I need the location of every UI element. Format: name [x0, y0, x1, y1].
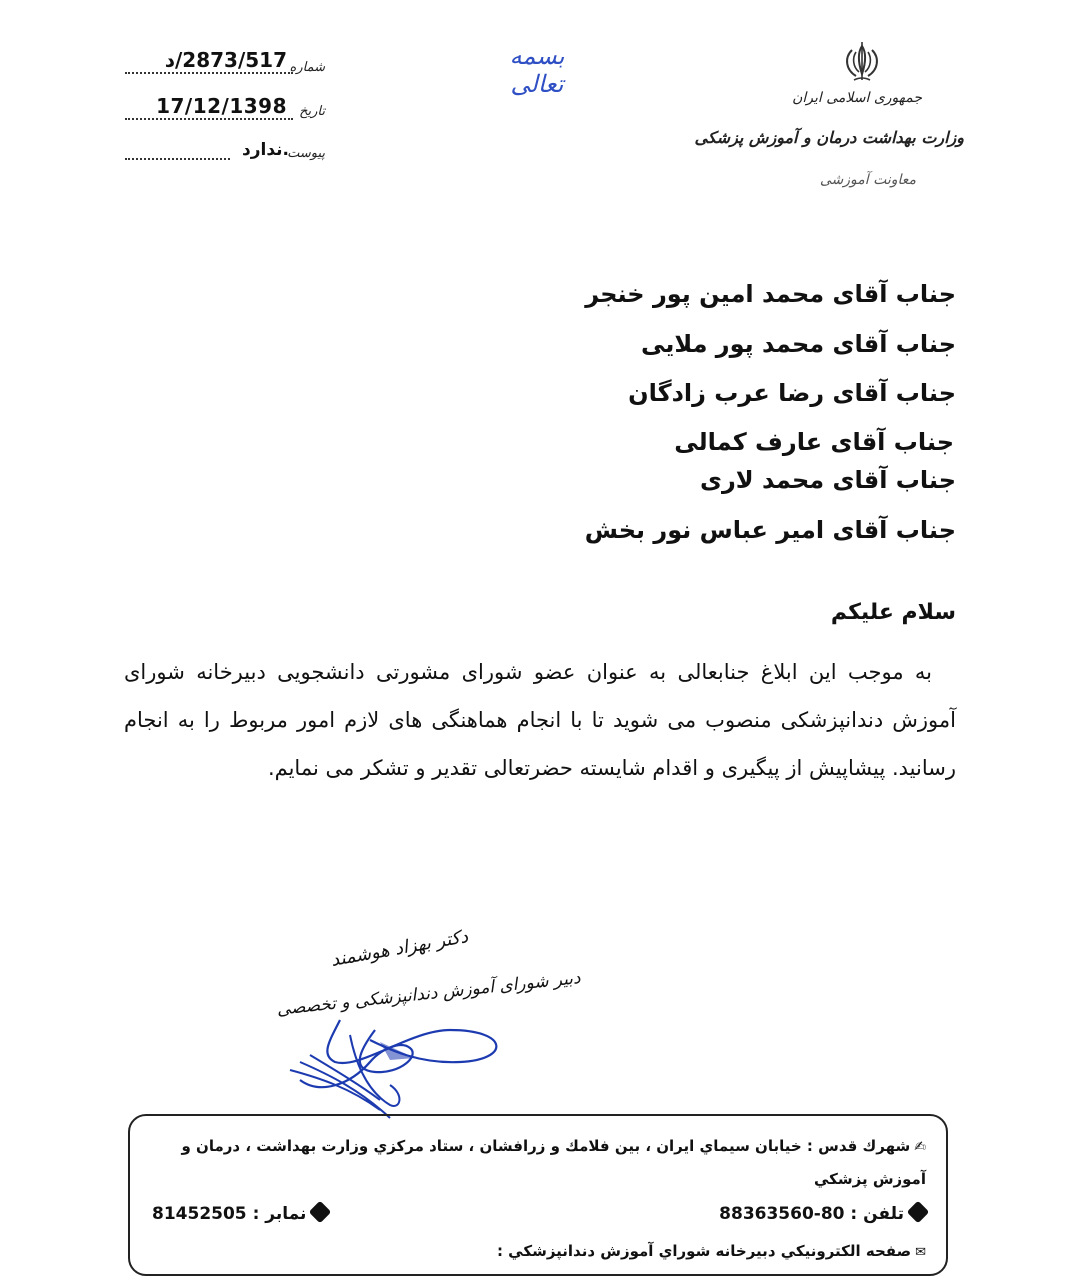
recipient-1: جناب آقای محمد امین پور خنجر — [585, 280, 956, 308]
org-ministry: وزارت بهداشت درمان و آموزش پزشکی — [694, 128, 964, 147]
letter-attachment-value: .ندارد — [242, 140, 289, 160]
footer-fax-label: نمابر : — [252, 1204, 307, 1224]
letter-date-row — [125, 94, 325, 124]
pencil-icon: ✍ — [914, 1139, 926, 1155]
footer-address — [152, 1130, 926, 1195]
letter-attachment-dotline — [125, 158, 230, 160]
org-country: جمهوری اسلامی ایران — [792, 90, 922, 106]
letter-attachment-label: پیوست — [287, 146, 325, 161]
letter-date-label: تاریخ — [299, 104, 325, 119]
letter-number-value: 2873/517/د — [164, 48, 287, 72]
letter-number-dotline — [125, 72, 293, 74]
signature-title: دبیر شورای آموزش دندانپزشکی و تخصصی — [275, 968, 582, 1020]
footer-contact-box — [128, 1114, 948, 1276]
signature-name: دکتر بهزاد هوشمند — [329, 926, 470, 971]
recipient-5: جناب آقای محمد لاری — [699, 466, 956, 494]
letter-date-dotline — [125, 118, 293, 120]
letter-date-value: 17/12/1398 — [156, 94, 287, 118]
footer-phone-label: تلفن : — [850, 1204, 904, 1224]
iran-emblem-icon — [838, 40, 886, 84]
recipient-4: جناب آقای عارف کمالی — [674, 428, 954, 456]
footer-email-label: صفحه الكترونيكي دبيرخانه شوراي آموزش دندانپزشكي : — [496, 1242, 912, 1260]
footer-fax-value: 81452505 — [152, 1204, 247, 1224]
footer-address-text: شهرك قدس : خيابان سيماي ايران ، بين فلامك و زرافشان ، ستاد مركزي وزارت بهداشت ، درمان و آموزش پزشكي — [181, 1137, 926, 1188]
footer-phone-value: 88363560-80 — [719, 1204, 845, 1224]
letter-number-row — [125, 48, 325, 78]
recipient-6: جناب آقای امیر عباس نور بخش — [584, 516, 956, 544]
recipient-3: جناب آقای رضا عرب زادگان — [628, 379, 956, 407]
email-icon: ✉ — [915, 1245, 926, 1260]
phone-icon — [907, 1201, 930, 1224]
fax-icon — [309, 1201, 332, 1224]
handwritten-signature-icon — [280, 1000, 520, 1125]
recipient-2: جناب آقای محمد پور ملایی — [641, 330, 956, 358]
letter-number-label: شماره — [289, 60, 325, 75]
letter-body: به موجب این ابلاغ جنابعالی به عنوان عضو شورای مشورتی دانشجویی دبیرخانه شورای آموزش دندانپزشکی منصوب می شوید تا با انجام هماهنگی های لازم امور مربوط را به انجام رسانید. پیشاپیش از پیگیری و اقدام شایسته حضرتعالی تقدیر و تشکر می نمایم. — [124, 660, 956, 780]
greeting: سلام علیکم — [830, 600, 956, 625]
basmala: بسمه تعالی — [509, 42, 565, 98]
footer-email — [497, 1242, 926, 1260]
footer-phone — [719, 1204, 926, 1224]
org-deputy: معاونت آموزشی — [819, 172, 916, 188]
footer-fax — [152, 1204, 328, 1224]
letter-attachment-row — [125, 140, 325, 170]
